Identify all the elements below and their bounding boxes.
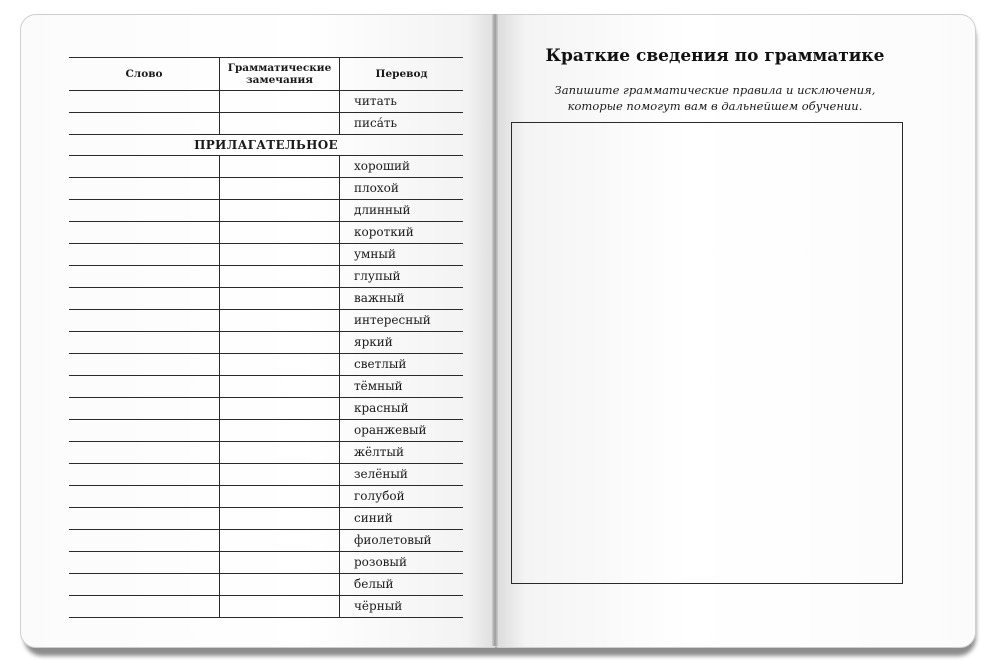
grammar-notes-cell[interactable] — [220, 200, 340, 221]
word-cell[interactable] — [69, 266, 220, 287]
grammar-notes-cell[interactable] — [220, 288, 340, 309]
translation-cell: зелёный — [354, 467, 408, 481]
translation-cell: красный — [354, 401, 409, 415]
table-row — [69, 596, 463, 618]
table-header — [69, 57, 463, 91]
table-row — [69, 574, 463, 596]
word-cell[interactable] — [69, 530, 220, 551]
translation-cell: плохой — [354, 181, 399, 195]
header-word: Слово — [69, 58, 220, 90]
table-row — [69, 266, 463, 288]
table-row — [69, 486, 463, 508]
table-row — [69, 530, 463, 552]
instructions-line-2: которые помогут вам в дальнейшем обучении. — [567, 99, 863, 113]
grammar-notes-cell[interactable] — [220, 354, 340, 375]
translation-cell: длинный — [354, 203, 411, 217]
word-cell[interactable] — [69, 222, 220, 243]
table-row — [69, 376, 463, 398]
table-row — [69, 420, 463, 442]
translation-cell: короткий — [354, 225, 414, 239]
translation-cell: яркий — [354, 335, 393, 349]
word-cell[interactable] — [69, 332, 220, 353]
word-cell[interactable] — [69, 244, 220, 265]
grammar-notes-cell[interactable] — [220, 91, 340, 112]
grammar-notes-cell[interactable] — [220, 486, 340, 507]
translation-cell: голубой — [354, 489, 405, 503]
grammar-notes-cell[interactable] — [220, 596, 340, 617]
grammar-notes-cell[interactable] — [220, 222, 340, 243]
grammar-notes-cell[interactable] — [220, 420, 340, 441]
grammar-notes-cell[interactable] — [220, 398, 340, 419]
word-cell[interactable] — [69, 178, 220, 199]
grammar-notes-box[interactable] — [511, 122, 903, 584]
word-cell[interactable] — [69, 354, 220, 375]
table-row — [69, 113, 463, 135]
grammar-notes-cell[interactable] — [220, 244, 340, 265]
grammar-notes-cell[interactable] — [220, 552, 340, 573]
table-row — [69, 222, 463, 244]
translation-cell: умный — [354, 247, 396, 261]
translation-cell: читать — [354, 94, 397, 108]
translation-cell: глупый — [354, 269, 401, 283]
translation-cell: хороший — [354, 159, 411, 173]
grammar-notes-cell[interactable] — [220, 113, 340, 134]
section-title-adjective: ПРИЛАГАТЕЛЬНОЕ — [69, 135, 463, 156]
grammar-notes-cell[interactable] — [220, 464, 340, 485]
translation-cell: синий — [354, 511, 393, 525]
table-row — [69, 200, 463, 222]
word-cell[interactable] — [69, 398, 220, 419]
grammar-notes-cell[interactable] — [220, 156, 340, 177]
header-grammar-notes: Грамматические замечания — [220, 58, 340, 90]
word-cell[interactable] — [69, 574, 220, 595]
table-row — [69, 332, 463, 354]
translation-cell: оранжевый — [354, 423, 427, 437]
table-row — [69, 398, 463, 420]
verb-rows — [69, 91, 463, 135]
word-cell[interactable] — [69, 508, 220, 529]
word-cell[interactable] — [69, 156, 220, 177]
header-translation: Перевод — [375, 68, 428, 80]
grammar-notes-cell[interactable] — [220, 530, 340, 551]
table-row — [69, 464, 463, 486]
word-cell[interactable] — [69, 596, 220, 617]
translation-cell: важный — [354, 291, 405, 305]
table-row — [69, 244, 463, 266]
table-row — [69, 310, 463, 332]
table-row — [69, 156, 463, 178]
word-cell[interactable] — [69, 442, 220, 463]
translation-cell: писа́ть — [354, 116, 398, 130]
instructions-line-1: Запишите грамматические правила и исключения, — [554, 83, 876, 97]
grammar-page-title: Краткие сведения по грамматике — [545, 46, 885, 66]
translation-cell: жёлтый — [354, 445, 404, 459]
word-cell[interactable] — [69, 288, 220, 309]
adjective-rows — [69, 156, 463, 618]
translation-cell: интересный — [354, 313, 431, 327]
grammar-notes-cell[interactable] — [220, 376, 340, 397]
grammar-notes-cell[interactable] — [220, 310, 340, 331]
word-cell[interactable] — [69, 376, 220, 397]
grammar-notes-cell[interactable] — [220, 508, 340, 529]
translation-cell: розовый — [354, 555, 407, 569]
table-row — [69, 91, 463, 113]
word-cell[interactable] — [69, 486, 220, 507]
word-cell[interactable] — [69, 420, 220, 441]
word-cell[interactable] — [69, 464, 220, 485]
translation-cell: чёрный — [354, 599, 403, 613]
vocabulary-table — [69, 57, 463, 618]
word-cell[interactable] — [69, 200, 220, 221]
translation-cell: белый — [354, 577, 394, 591]
table-row — [69, 354, 463, 376]
translation-cell: фиолетовый — [354, 533, 432, 547]
word-cell[interactable] — [69, 310, 220, 331]
word-cell[interactable] — [69, 552, 220, 573]
grammar-page-instructions — [476, 82, 954, 114]
table-row — [69, 288, 463, 310]
word-cell[interactable] — [69, 91, 220, 112]
table-row — [69, 508, 463, 530]
grammar-notes-cell[interactable] — [220, 178, 340, 199]
grammar-notes-cell[interactable] — [220, 574, 340, 595]
table-row — [69, 442, 463, 464]
translation-cell: тёмный — [354, 379, 403, 393]
word-cell[interactable] — [69, 113, 220, 134]
left-page — [20, 14, 496, 648]
table-row — [69, 178, 463, 200]
translation-cell: светлый — [354, 357, 407, 371]
grammar-notes-cell[interactable] — [220, 442, 340, 463]
table-row — [69, 552, 463, 574]
grammar-notes-cell[interactable] — [220, 332, 340, 353]
grammar-notes-cell[interactable] — [220, 266, 340, 287]
